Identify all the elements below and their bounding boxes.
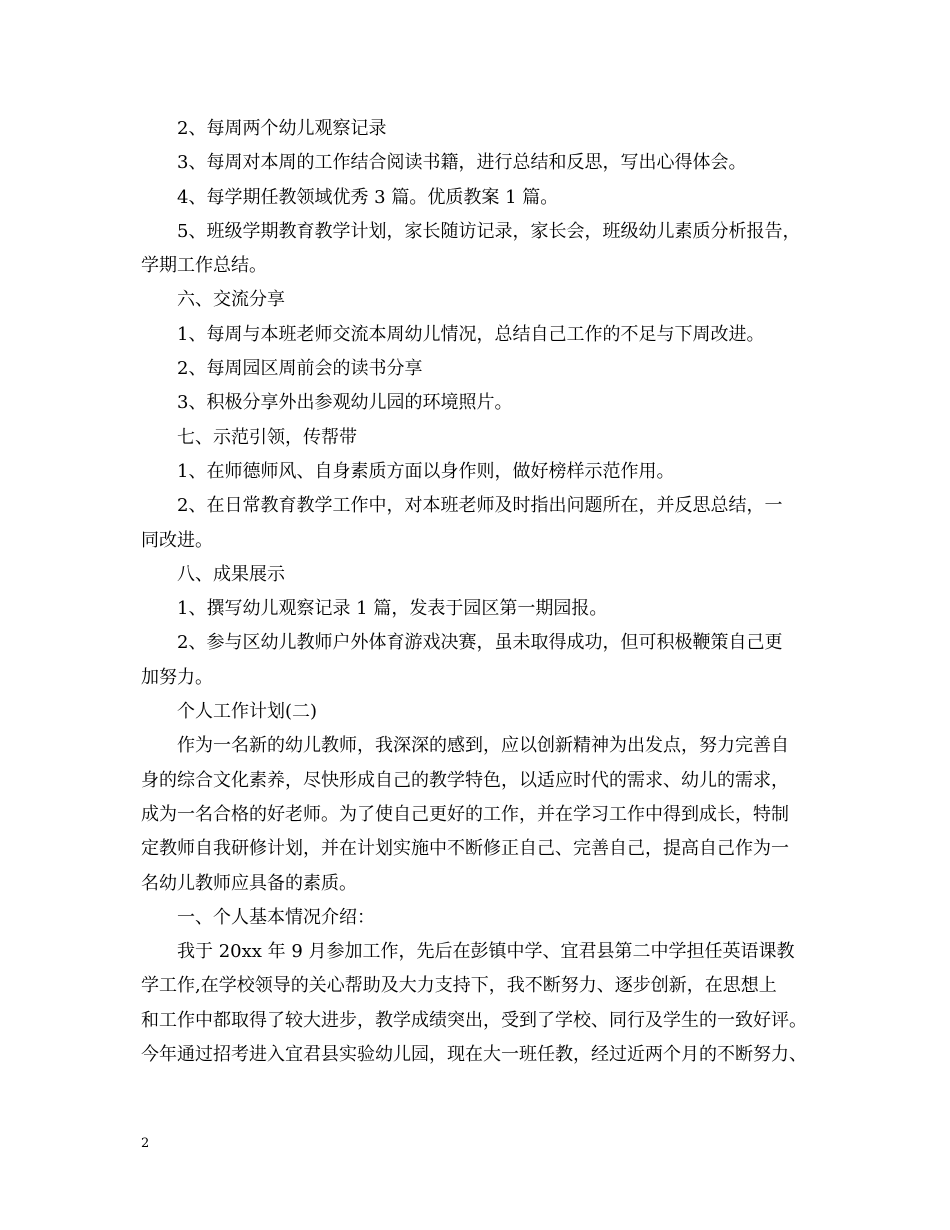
text-line: 3、积极分享外出参观幼儿园的环境照片。 (177, 392, 513, 414)
text-line: 六、交流分享 (177, 289, 285, 311)
text-line: 2、在日常教育教学工作中，对本班老师及时指出问题所在，并反思总结，一 (177, 495, 783, 517)
text-line: 和工作中都取得了较大进步，教学成绩突出，受到了学校、同行及学生的一致好评。 (141, 1009, 807, 1031)
text-line: 4、每学期任教领域优秀 3 篇。优质教案 1 篇。 (177, 186, 559, 208)
text-line: 八、成果展示 (177, 563, 285, 585)
text-line: 2、每周园区周前会的读书分享 (177, 358, 423, 380)
text-line: 2、参与区幼儿教师户外体育游戏决赛，虽未取得成功，但可积极鞭策自己更 (177, 632, 783, 654)
text-line: 一、个人基本情况介绍： (177, 906, 375, 928)
text-line: 个人工作计划(二) (177, 701, 318, 723)
text-line: 2、每周两个幼儿观察记录 (177, 118, 387, 139)
text-line: 1、在师德师风、自身素质方面以身作则，做好榜样示范作用。 (177, 460, 675, 482)
text-line: 七、示范引领，传帮带 (177, 426, 357, 448)
text-line: 今年通过招考进入宜君县实验幼儿园，现在大一班任教，经过近两个月的不断努力、 (141, 1044, 807, 1066)
text-line: 作为一名新的幼儿教师，我深深的感到，应以创新精神为出发点，努力完善自 (177, 735, 789, 757)
page-number: 2 (141, 1136, 150, 1151)
text-line: 加努力。 (141, 666, 213, 688)
text-line: 学期工作总结。 (141, 255, 267, 277)
text-line: 我于 20xx 年 9 月参加工作，先后在彭镇中学、宜君县第二中学担任英语课教 (177, 941, 795, 963)
text-line: 身的综合文化素养，尽快形成自己的教学特色，以适应时代的需求、幼儿的需求， (141, 769, 789, 791)
text-line: 学工作,在学校领导的关心帮助及大力支持下，我不断努力、逐步创新，在思想上 (141, 975, 777, 997)
text-line: 1、撰写幼儿观察记录 1 篇，发表于园区第一期园报。 (177, 598, 608, 620)
text-line: 3、每周对本周的工作结合阅读书籍，进行总结和反思，写出心得体会。 (177, 152, 747, 174)
text-line: 定教师自我研修计划，并在计划实施中不断修正自己、完善自己，提高自己作为一 (141, 838, 789, 860)
text-line: 名幼儿教师应具备的素质。 (141, 872, 357, 894)
text-line: 同改进。 (141, 529, 213, 551)
text-line: 1、每周与本班老师交流本周幼儿情况，总结自己工作的不足与下周改进。 (177, 323, 765, 345)
text-line: 成为一名合格的好老师。为了使自己更好的工作，并在学习工作中得到成长，特制 (141, 803, 789, 825)
document-body (141, 112, 811, 1072)
text-line: 5、班级学期教育教学计划，家长随访记录，家长会，班级幼儿素质分析报告， (177, 220, 801, 242)
